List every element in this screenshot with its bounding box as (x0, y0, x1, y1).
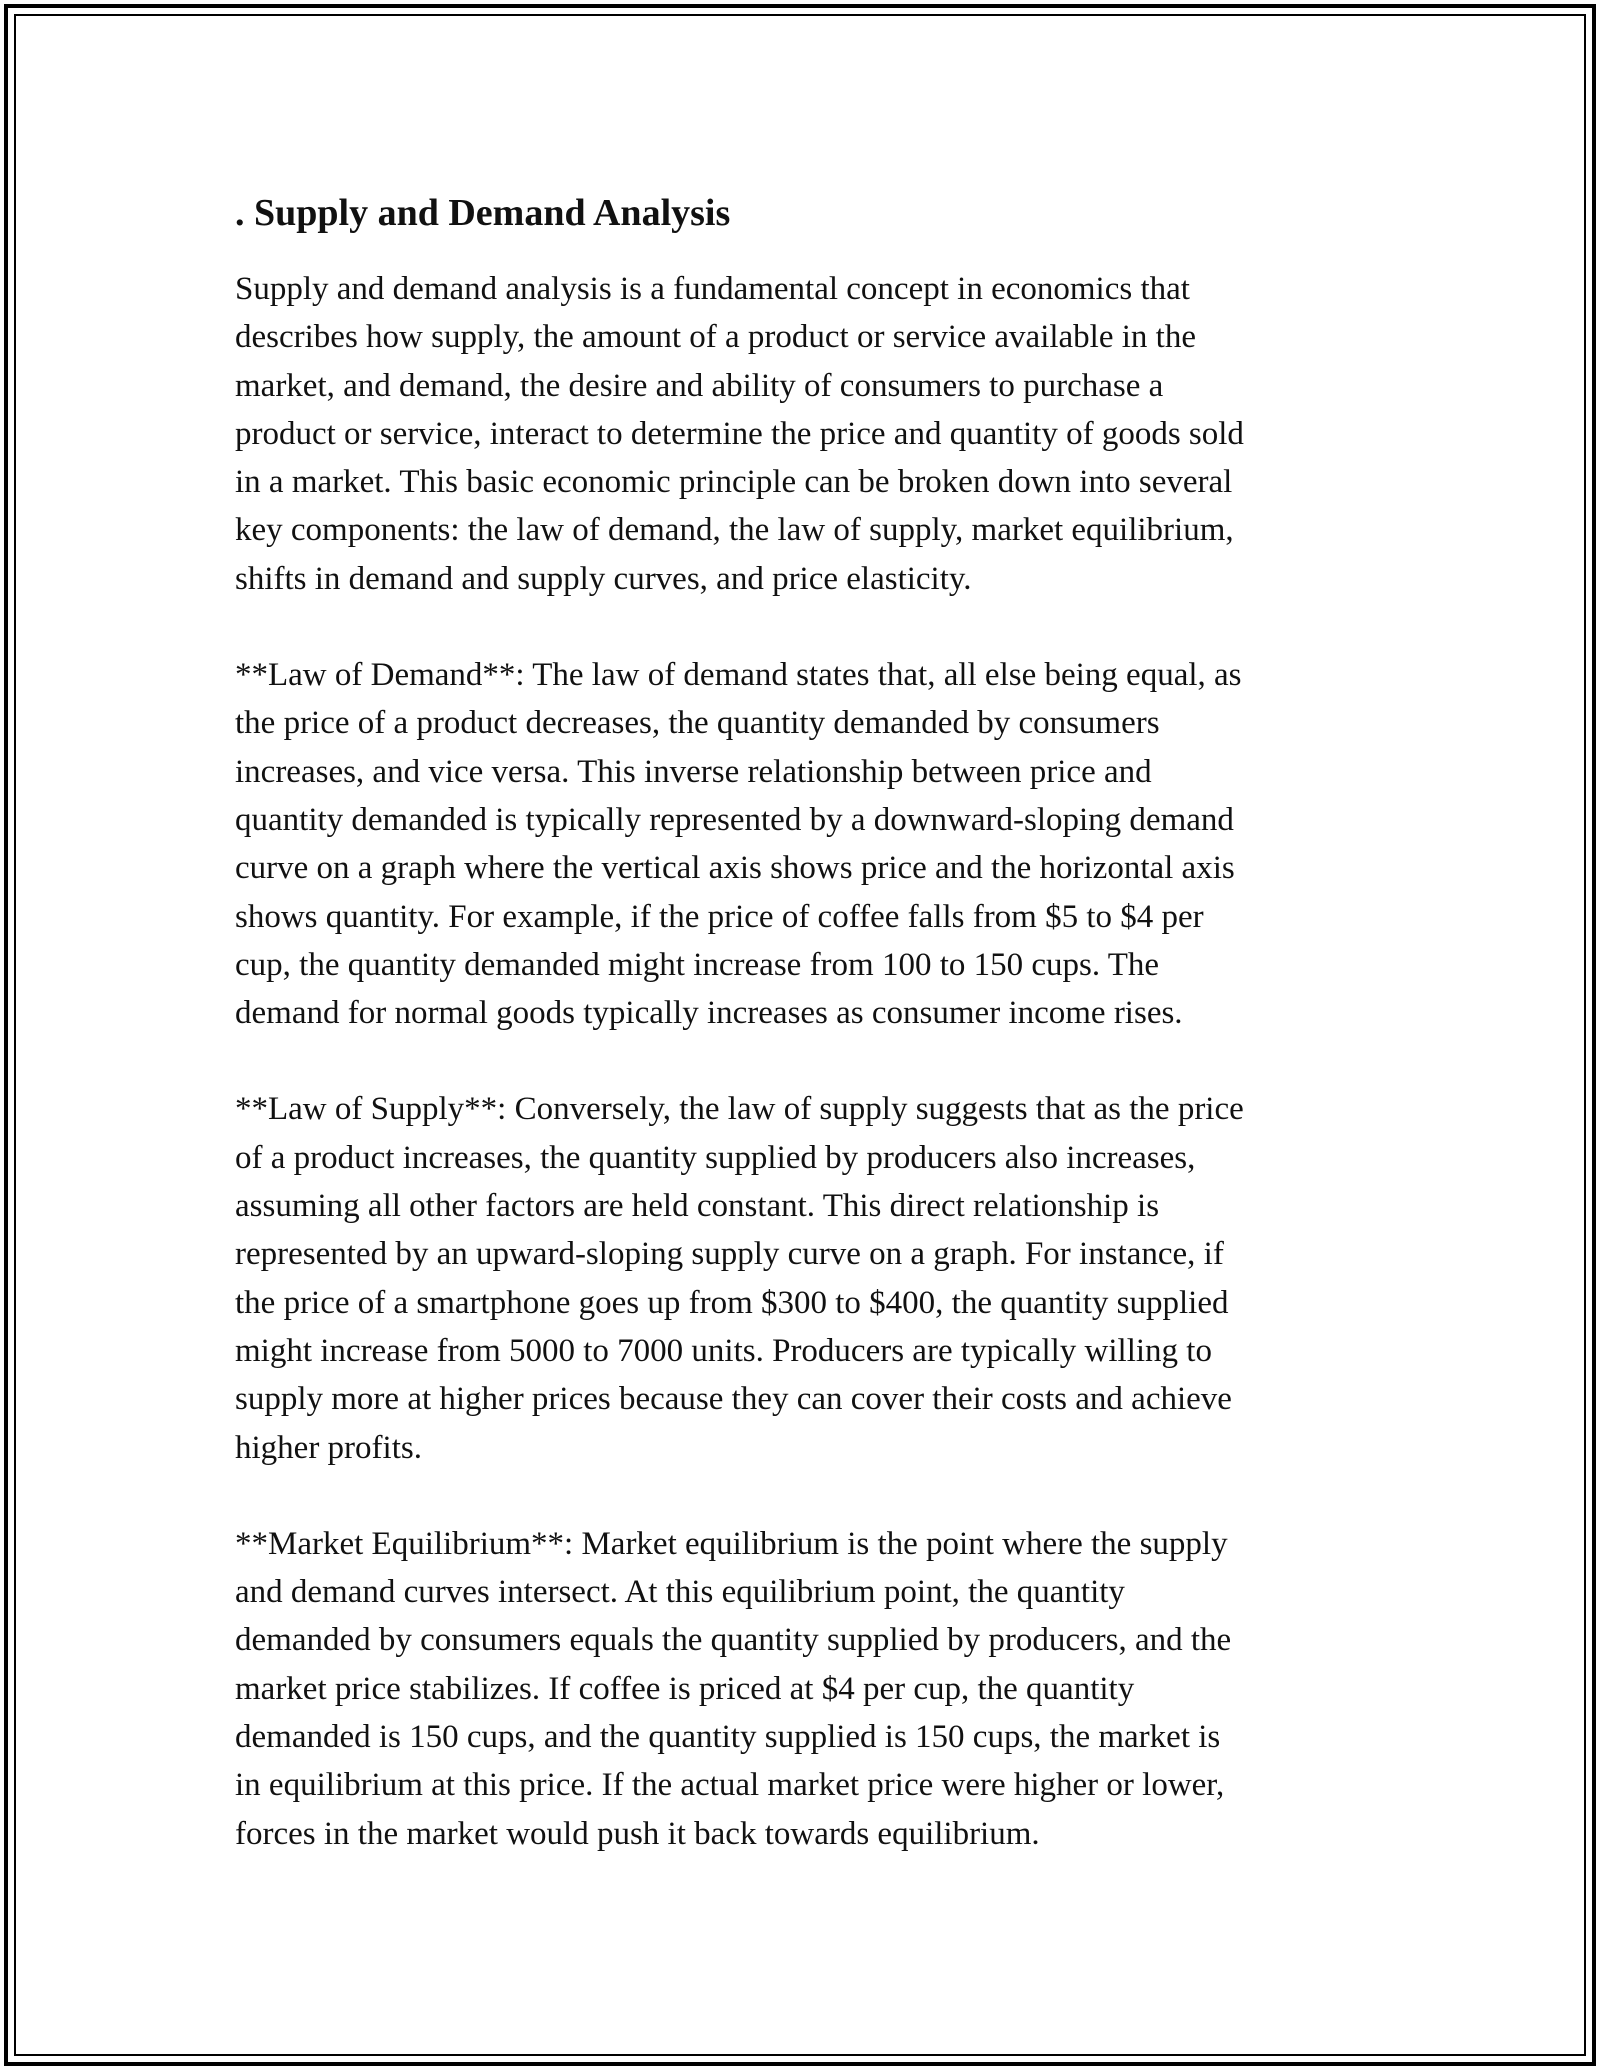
paragraph-law-of-demand: **Law of Demand**: The law of demand states that, all else being equal, as the price of a product decreases, the quantity demanded by consumers increases, and vice versa. This inverse relationship between price and quantity demanded is typically represented by a downward-sloping demand curve on a graph where the vertical axis shows price and the horizontal axis shows quantity. For example, if the price of coffee falls from $5 to $4 per cup, the quantity demanded might increase from 100 to 150 cups. The demand for normal goods typically increases as consumer income rises. (235, 657, 1242, 1032)
document-title: . Supply and Demand Analysis (235, 192, 731, 234)
paragraph-law-of-supply: **Law of Supply**: Conversely, the law of supply suggests that as the price of a product increases, the quantity supplied by producers also increases, assuming all other factors are held constant. This direct relationship is represented by an upward-sloping supply curve on a graph. For instance, if the price of a smartphone goes up from $300 to $400, the quantity supplied might increase from 5000 to 7000 units. Producers are typically willing to supply more at higher prices because they can cover their costs and achieve higher profits. (235, 1091, 1244, 1466)
paragraph-market-equilibrium: **Market Equilibrium**: Market equilibrium is the point where the supply and demand curves intersect. At this equilibrium point, the quantity demanded by consumers equals the quantity supplied by producers, and the market price stabilizes. If coffee is priced at $4 per cup, the quantity demanded is 150 cups, and the quantity supplied is 150 cups, the market is in equilibrium at this price. If the actual market price were higher or lower, forces in the market would push it back towards equilibrium. (235, 1525, 1232, 1852)
document-body (235, 185, 1370, 1906)
paragraph-introduction: Supply and demand analysis is a fundamental concept in economics that describes how supply, the amount of a product or service available in the market, and demand, the desire and ability of consumers to purchase a product or service, interact to determine the price and quantity of goods sold in a market. This basic economic principle can be broken down into several key components: the law of demand, the law of supply, market equilibrium, shifts in demand and supply curves, and price elasticity. (235, 271, 1244, 597)
